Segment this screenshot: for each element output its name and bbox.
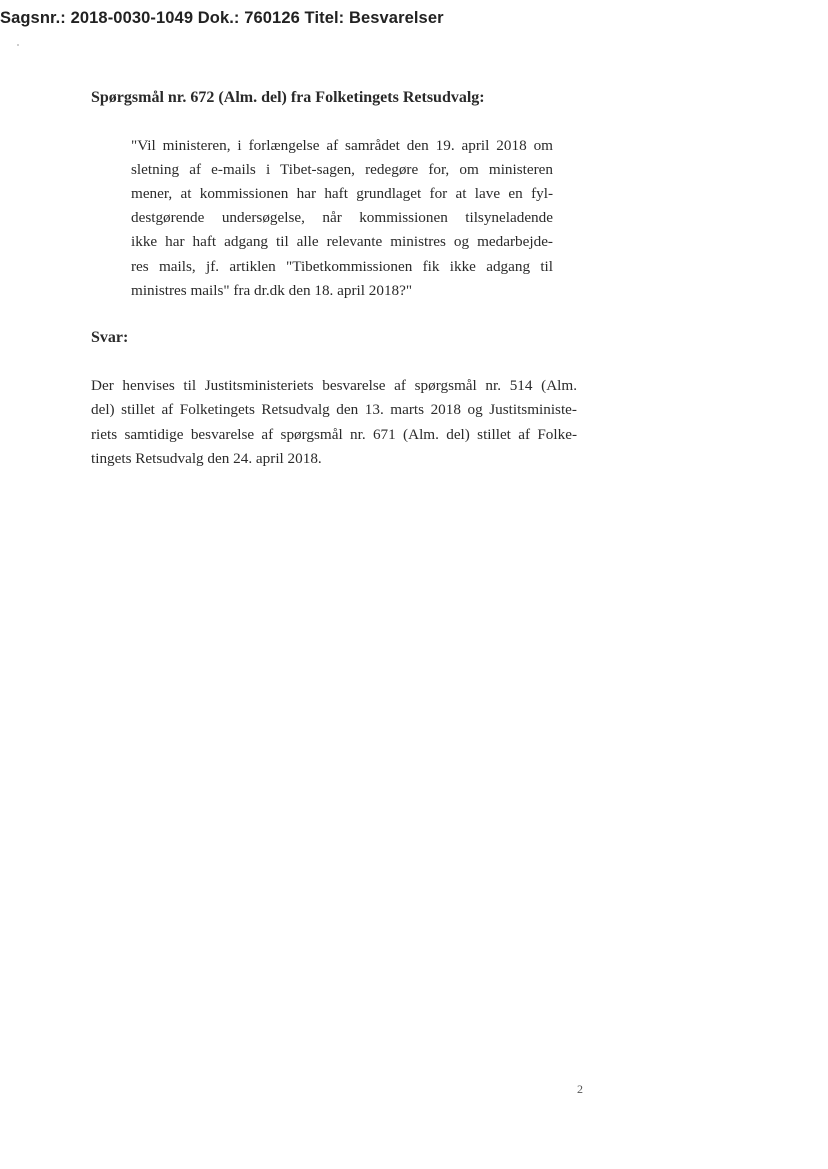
quote-line: destgørende undersøgelse, når kommissionen tilsyneladende <box>131 209 553 226</box>
quote-line: mener, at kommissionen har haft grundlaget for at lave en fyl- <box>131 185 553 202</box>
quote-line: "Vil ministeren, i forlængelse af samrådet den 19. april 2018 om <box>131 137 553 154</box>
quote-line: ikke har haft adgang til alle relevante ministres og medarbejde- <box>131 233 553 250</box>
answer-heading: Svar: <box>91 329 129 346</box>
scan-speck <box>17 44 19 46</box>
page-number: 2 <box>577 1082 583 1096</box>
quote-line: ministres mails" fra dr.dk den 18. april 2018?" <box>131 282 413 299</box>
answer-line: tingets Retsudvalg den 24. april 2018. <box>91 450 322 467</box>
question-heading: Spørgsmål nr. 672 (Alm. del) fra Folketingets Retsudvalg: <box>91 89 485 106</box>
answer-line: Der henvises til Justitsministeriets besvarelse af spørgsmål nr. 514 (Alm. <box>91 377 577 394</box>
answer-line: riets samtidige besvarelse af spørgsmål nr. 671 (Alm. del) stillet af Folke- <box>91 426 577 443</box>
quote-line: sletning af e-mails i Tibet-sagen, redegøre for, om ministeren <box>131 161 553 178</box>
document-header: Sagsnr.: 2018-0030-1049 Dok.: 760126 Titel: Besvarelser <box>0 9 444 27</box>
answer-line: del) stillet af Folketingets Retsudvalg den 13. marts 2018 og Justitsministe- <box>91 401 577 418</box>
quote-line: res mails, jf. artiklen "Tibetkommissionen fik ikke adgang til <box>131 258 553 275</box>
